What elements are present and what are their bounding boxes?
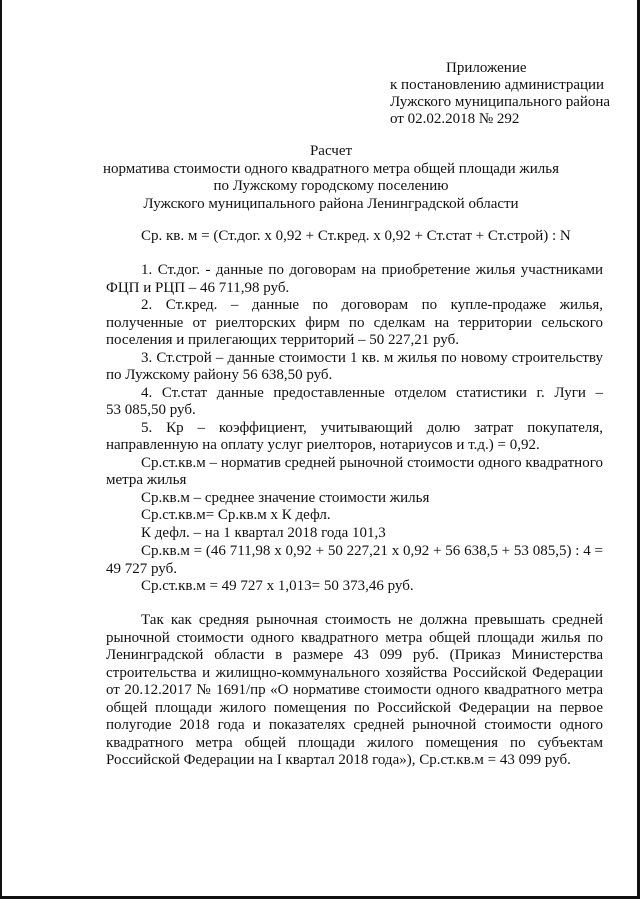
title-line: норматива стоимости одного квадратного метра общей площади жилья <box>103 160 559 177</box>
title-line: по Лужскому городскому поселению <box>213 178 449 194</box>
item-4-line: 4. Ст.стат данные предоставленные отделом статистики г. Луги – <box>141 384 603 401</box>
conclusion-line: общей площади жилого помещения по Российской Федерации на первое <box>106 699 603 716</box>
items-list <box>106 262 603 542</box>
definition-line: К дефл. – на 1 квартал 2018 года 101,3 <box>141 524 386 541</box>
appendix-line: от 02.02.2018 № 292 <box>390 111 520 127</box>
appendix-header <box>390 60 610 128</box>
definition-line: Ср.ст.кв.м= Ср.кв.м х К дефл. <box>141 507 331 523</box>
title-line: Расчет <box>309 143 353 159</box>
item-3-line: по Лужскому району 56 638,50 руб. <box>106 367 333 383</box>
scan-left-edge <box>0 0 2 899</box>
definition-line: Ср.кв.м – среднее значение стоимости жилья <box>141 489 430 506</box>
item-2-line: 2. Ст.кред. – данные по договорам по купле-продаже жилья, <box>141 297 603 313</box>
appendix-line: Лужского муниципального района <box>390 94 611 110</box>
conclusion-line: Российской Федерации на I квартал 2018 года»), Ср.ст.кв.м = 43 099 руб. <box>106 752 571 768</box>
title-line: Лужского муниципального района Ленинградской области <box>143 195 519 212</box>
appendix-line: к постановлению администрации <box>390 77 605 93</box>
item-3-line: 3. Ст.строй – данные стоимости 1 кв. м жилья по новому строительству <box>141 349 603 366</box>
calc-line: Ср.кв.м = (46 711,98 х 0,92 + 50 227,21 х 0,92 + 56 638,5 + 53 085,5) : 4 = <box>141 543 603 559</box>
conclusion-line: строительства и жилищно-коммунального хозяйства Российской Федерации <box>106 664 603 681</box>
item-1-line: ФЦП и РЦП – 46 711,98 руб. <box>106 279 290 296</box>
conclusion-line: полугодие 2018 года и показателях средней рыночной стоимости одного <box>106 717 603 733</box>
calculation-block <box>106 543 603 596</box>
item-5-line: направленную на оплату услуг риелторов, нотариусов и т.д.) = 0,92. <box>106 437 540 453</box>
item-2-line: полученные от риелторских фирм по сделкам на территории сельского <box>106 314 603 331</box>
conclusion-line: рыночной стоимости одного квадратного метра общей площади жилья по <box>106 629 603 646</box>
main-formula: Ср. кв. м = (Ст.дог. х 0,92 + Ст.кред. х 0,92 + Ст.стат + Ст.строй) : N <box>141 228 571 244</box>
calc-line: Ср.ст.кв.м = 49 727 х 1,013= 50 373,46 руб. <box>141 578 414 594</box>
definition-line: метра жилья <box>106 472 187 488</box>
conclusion-line: Так как средняя рыночная стоимость не должна превышать средней <box>141 612 603 628</box>
document-title <box>100 143 562 213</box>
item-4-line: 53 085,50 руб. <box>106 402 196 418</box>
conclusion-paragraph <box>106 612 603 770</box>
appendix-line: Приложение <box>446 60 527 76</box>
item-1-line: 1. Ст.дог. - данные по договорам на приобретение жилья участниками <box>141 262 603 278</box>
conclusion-line: Ленинградской области в размере 43 099 руб. (Приказ Министерства <box>106 647 603 663</box>
calc-line: 49 727 руб. <box>106 560 177 577</box>
conclusion-line: от 20.12.2017 № 1691/пр «О нормативе стоимости одного квадратного метра <box>106 682 603 698</box>
item-5-line: 5. Кр – коэффициент, учитывающий долю затрат покупателя, <box>141 419 603 436</box>
item-2-line: поселения и прилегающих территорий – 50 227,21 руб. <box>106 332 459 348</box>
conclusion-line: квадратного метра общей площади жилого помещения по субъектам <box>106 734 603 751</box>
definition-line: Ср.ст.кв.м – норматив средней рыночной стоимости одного квадратного <box>141 454 603 471</box>
